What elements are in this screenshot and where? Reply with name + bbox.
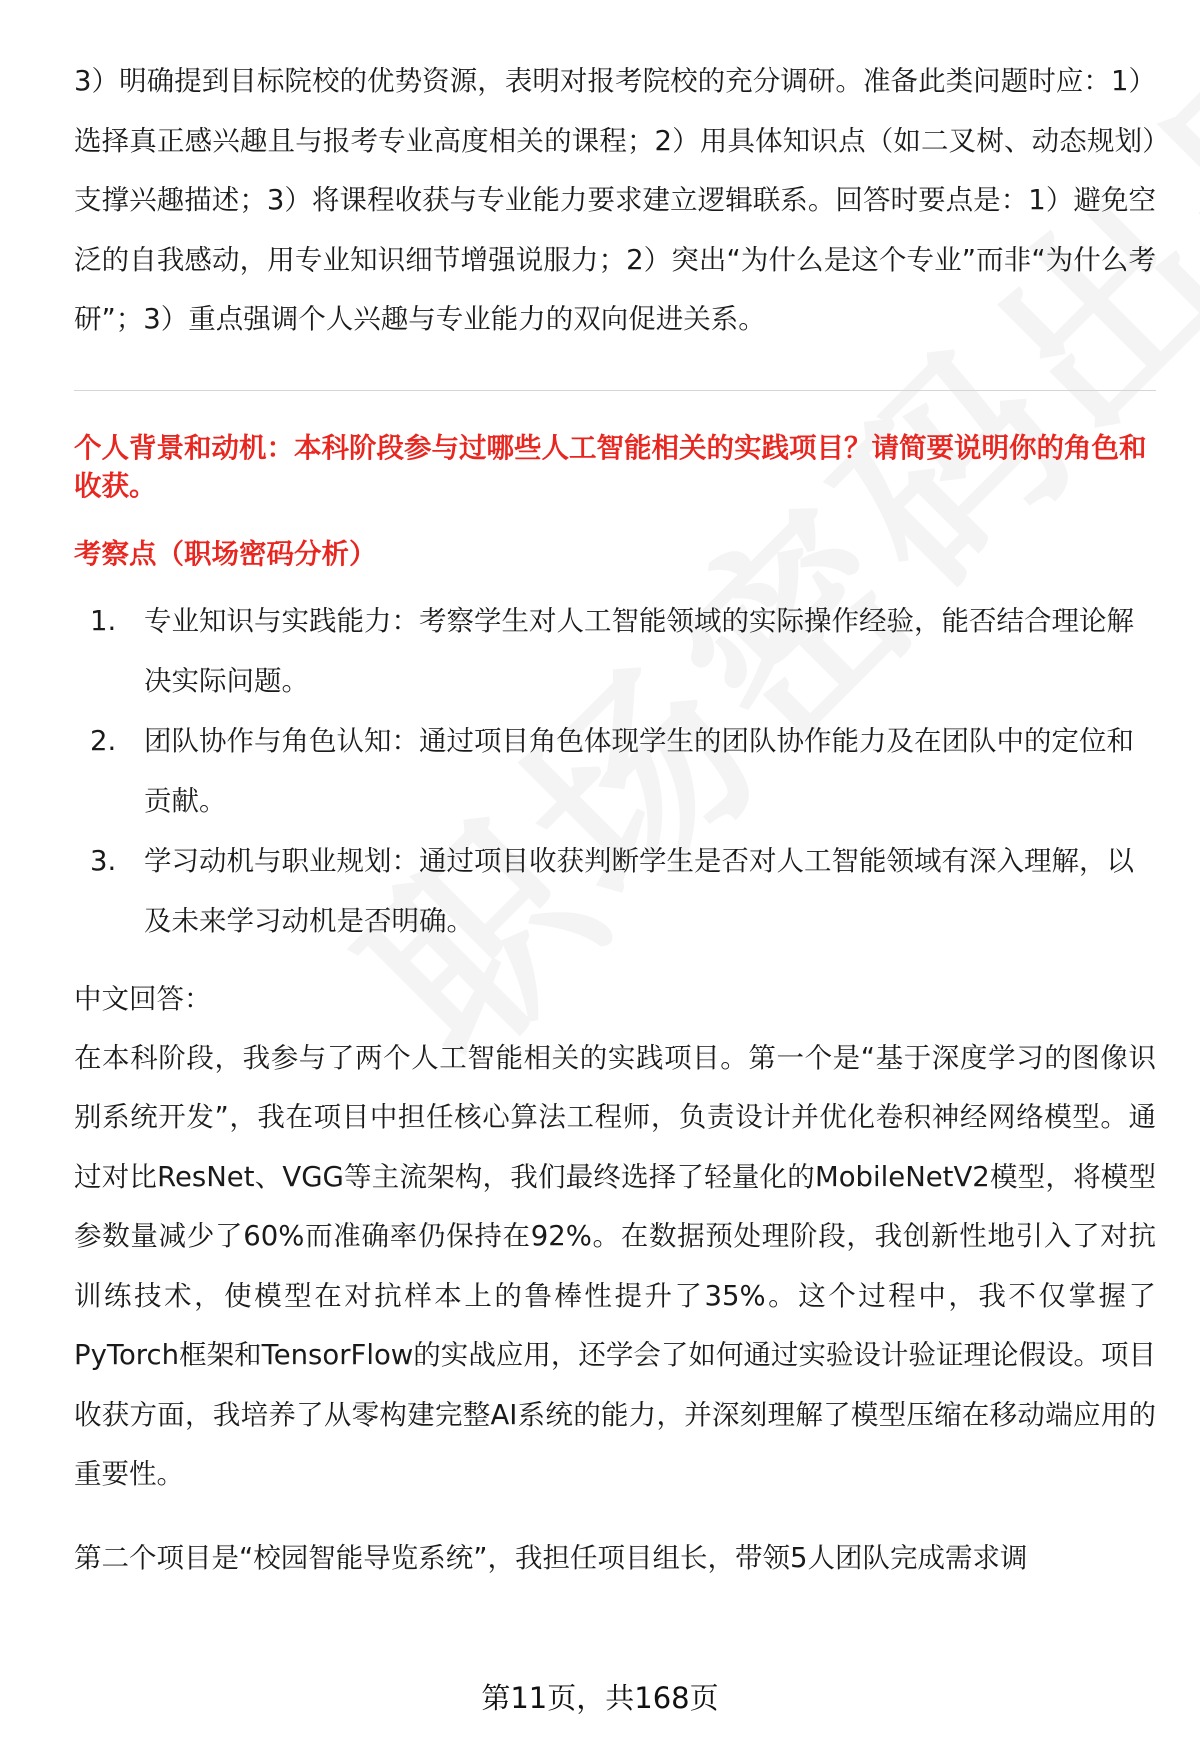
point-number: 2. xyxy=(90,724,117,757)
page-number-footer: 第11页，共168页 xyxy=(481,1681,719,1715)
point-text: 学习动机与职业规划：通过项目收获判断学生是否对人工智能领域有深入理解，以及未来学习动机是否明确。 xyxy=(144,844,1134,937)
point-text: 专业知识与实践能力：考察学生对人工智能领域的实际操作经验，能否结合理论解决实际问题。 xyxy=(144,604,1134,697)
point-text: 团队协作与角色认知：通过项目角色体现学生的团队协作能力及在团队中的定位和贡献。 xyxy=(144,724,1134,817)
section-divider xyxy=(74,390,1156,391)
question-title: 个人背景和动机：本科阶段参与过哪些人工智能相关的实践项目？请简要说明你的角色和收获。 xyxy=(74,431,1147,502)
answer-paragraph: 在本科阶段，我参与了两个人工智能相关的实践项目。第一个是“基于深度学习的图像识别系统开发”，我在项目中担任核心算法工程师，负责设计并优化卷积神经网络模型。通过对比ResNet、VGG等主流架构，我们最终选择了轻量化的MobileNetV2模型，将模型参数量减少了60%而准确率仍保持在92%。在数据预处理阶段，我创新性地引入了对抗训练技术，使模型在对抗样本上的鲁棒性提升了35%。这个过程中，我不仅掌握了PyTorch框架和TensorFlow的实战应用，还学会了如何通过实验设计验证理论假设。项目收获方面，我培养了从零构建完整AI系统的能力，并深刻理解了模型压缩在移动端应用的重要性。 xyxy=(74,1041,1156,1490)
document-page xyxy=(74,52,1156,1588)
point-number: 1. xyxy=(90,604,117,637)
analysis-points-list xyxy=(74,591,1156,951)
analysis-point xyxy=(90,591,1156,711)
point-number: 3. xyxy=(90,844,117,877)
analysis-point xyxy=(90,831,1156,951)
answer-paragraph: 第二个项目是“校园智能导览系统”，我担任项目组长，带领5人团队完成需求调 xyxy=(74,1541,1028,1574)
analysis-point xyxy=(90,711,1156,831)
intro-paragraph: 3）明确提到目标院校的优势资源，表明对报考院校的充分调研。准备此类问题时应：1）选择真正感兴趣且与报考专业高度相关的课程；2）用具体知识点（如二叉树、动态规划）支撑兴趣描述；3）将课程收获与专业能力要求建立逻辑联系。回答时要点是：1）避免空泛的自我感动，用专业知识细节增强说服力；2）突出“为什么是这个专业”而非“为什么考研”；3）重点强调个人兴趣与专业能力的双向促进关系。 xyxy=(74,65,1156,335)
analysis-subtitle: 考察点（职场密码分析） xyxy=(74,537,377,570)
answer-label: 中文回答： xyxy=(74,982,212,1015)
